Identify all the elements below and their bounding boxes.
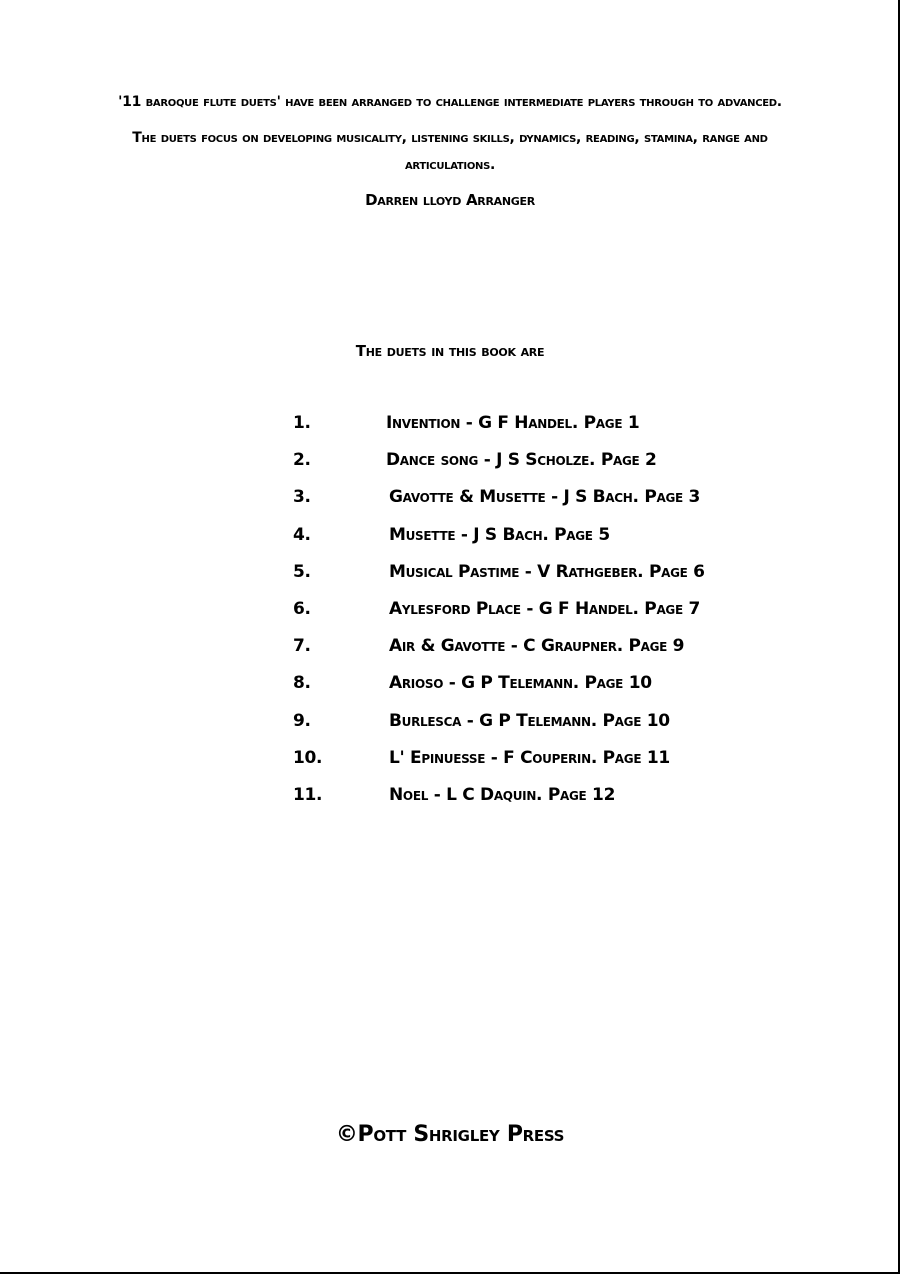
- duet-list: [0, 413, 900, 822]
- duet-title: Invention - G F Handel. Page 1: [386, 413, 640, 433]
- duet-item-4: [0, 525, 900, 562]
- duet-number: 6.: [293, 598, 311, 619]
- duet-title: Burlesca - G P Telemann. Page 10: [389, 710, 670, 731]
- duet-number: 5.: [293, 561, 311, 582]
- duet-title: L' Epinuesse - F Couperin. Page 11: [389, 747, 670, 768]
- duet-item-3: [0, 487, 900, 524]
- duet-number: 11.: [293, 784, 323, 805]
- duet-title: Noel - L C Daquin. Page 12: [389, 784, 616, 805]
- duet-title: Dance song - J S Scholze. Page 2: [386, 450, 657, 471]
- duet-title: Aylesford Place - G F Handel. Page 7: [389, 598, 701, 619]
- copyright-notice: ©Pott Shrigley Press: [335, 1122, 565, 1147]
- duet-number: 2.: [293, 450, 311, 471]
- duet-item-5: [0, 562, 900, 599]
- duet-number: 7.: [293, 636, 311, 657]
- duet-item-2: [0, 450, 900, 487]
- duet-item-8: [0, 673, 900, 710]
- duet-number: 3.: [293, 487, 311, 508]
- duet-number: 10.: [293, 747, 323, 768]
- duet-item-7: [0, 636, 900, 673]
- duet-title: Musical Pastime - V Rathgeber. Page 6: [389, 561, 705, 582]
- intro-line-2: The duets focus on developing musicality, listening skills, dynamics, reading, stamina, range and articulations.: [132, 130, 768, 173]
- duet-list-heading: The duets in this book are: [355, 342, 545, 360]
- duet-title: Gavotte & Musette - J S Bach. Page 3: [389, 487, 701, 508]
- duet-number: 9.: [293, 710, 311, 731]
- duet-title: Arioso - G P Telemann. Page 10: [389, 673, 652, 694]
- duet-number: 4.: [293, 524, 311, 545]
- duet-number: 8.: [293, 673, 311, 694]
- duet-number: 1.: [293, 413, 311, 433]
- duet-item-11: [0, 785, 900, 822]
- duet-item-1: [0, 413, 900, 450]
- duet-item-10: [0, 748, 900, 785]
- intro-line-1: '11 baroque flute duets' have been arranged to challenge intermediate players through to advanced.: [118, 94, 782, 110]
- duet-title: Air & Gavotte - C Graupner. Page 9: [389, 636, 685, 657]
- duet-title: Musette - J S Bach. Page 5: [389, 524, 610, 545]
- duet-item-9: [0, 711, 900, 748]
- duet-item-6: [0, 599, 900, 636]
- arranger-credit: Darren lloyd Arranger: [365, 191, 535, 209]
